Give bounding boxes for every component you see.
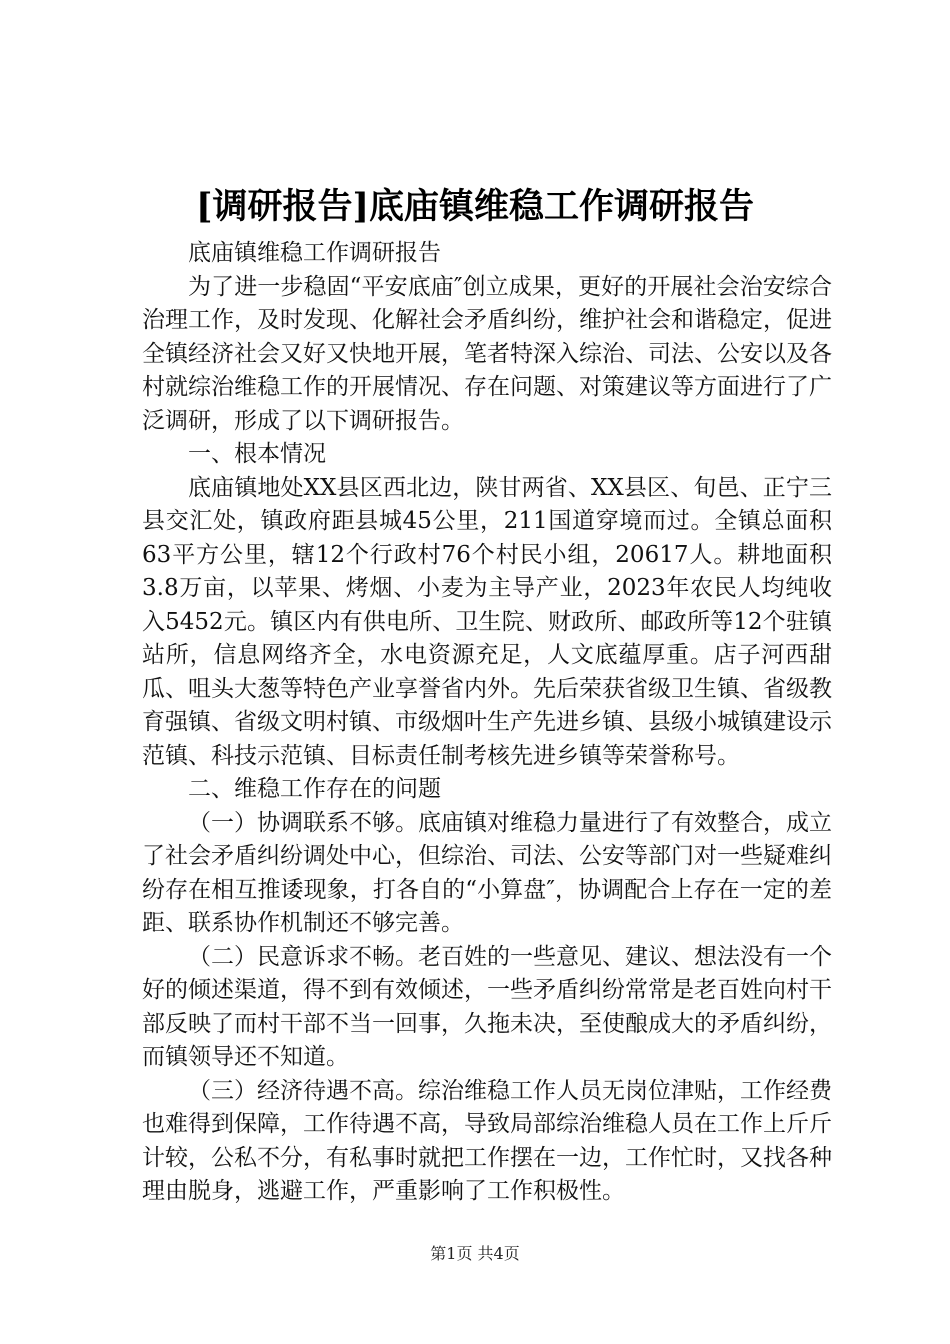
paragraph-subtitle: 底庙镇维稳工作调研报告 xyxy=(188,240,441,266)
section-heading-basic: 一、根本情况 xyxy=(188,441,326,467)
section-heading-problems: 二、维稳工作存在的问题 xyxy=(188,776,441,802)
paragraph-basic-info: 底庙镇地处XX县区西北边，陕甘两省、XX县区、旬邑、正宁三县交汇处，镇政府距县城45公里，211国道穿境而过。全镇总面积63平方公里，辖12个行政村76个村民小组，20617人。耕地面积3.8万亩，以苹果、烤烟、小麦为主导产业，2023年农民人均纯收入5452元。镇区内有供电所、卫生院、财政所、邮政所等12个驻镇站所，信息网络齐全，水电资源充足，人文底蕴厚重。店子河西甜瓜、咀头大葱等特色产业享誉省内外。先后荣获省级卫生镇、省级教育强镇、省级文明村镇、市级烟叶生产先进乡镇、县级小城镇建设示范镇、科技示范镇、目标责任制考核先进乡镇等荣誉称号。 xyxy=(142,474,832,769)
paragraph-problem-1: （一）协调联系不够。底庙镇对维稳力量进行了有效整合，成立了社会矛盾纠纷调处中心，但综治、司法、公安等部门对一些疑难纠纷存在相互推诿现象，打各自的“小算盘″，协调配合上存在一定的差距、联系协作机制还不够完善。 xyxy=(142,809,832,936)
document-body xyxy=(142,237,832,1209)
paragraph-intro: 为了进一步稳固“平安底庙″创立成果，更好的开展社会治安综合治理工作，及时发现、化解社会矛盾纠纷，维护社会和谐稳定，促进全镇经济社会又好又快地开展，笔者特深入综治、司法、公安以及各村就综治维稳工作的开展情况、存在问题、对策建议等方面进行了广泛调研，形成了以下调研报告。 xyxy=(142,273,832,434)
page-number-footer: 第1页 共4页 xyxy=(430,1244,520,1263)
paragraph-problem-2: （二）民意诉求不畅。老百姓的一些意见、建议、想法没有一个好的倾述渠道，得不到有效倾述，一些矛盾纠纷常常是老百姓向村干部反映了而村干部不当一回事，久拖未决，至使酿成大的矛盾纠纷，而镇领导还不知道。 xyxy=(142,943,832,1070)
paragraph-problem-3: （三）经济待遇不高。综治维稳工作人员无岗位津贴，工作经费也难得到保障，工作待遇不高，导致局部综治维稳人员在工作上斤斤计较，公私不分，有私事时就把工作摆在一边，工作忙时，又找各种理由脱身，逃避工作，严重影响了工作积极性。 xyxy=(142,1077,832,1204)
document-title: [调研报告]底庙镇维稳工作调研报告 xyxy=(195,186,755,227)
